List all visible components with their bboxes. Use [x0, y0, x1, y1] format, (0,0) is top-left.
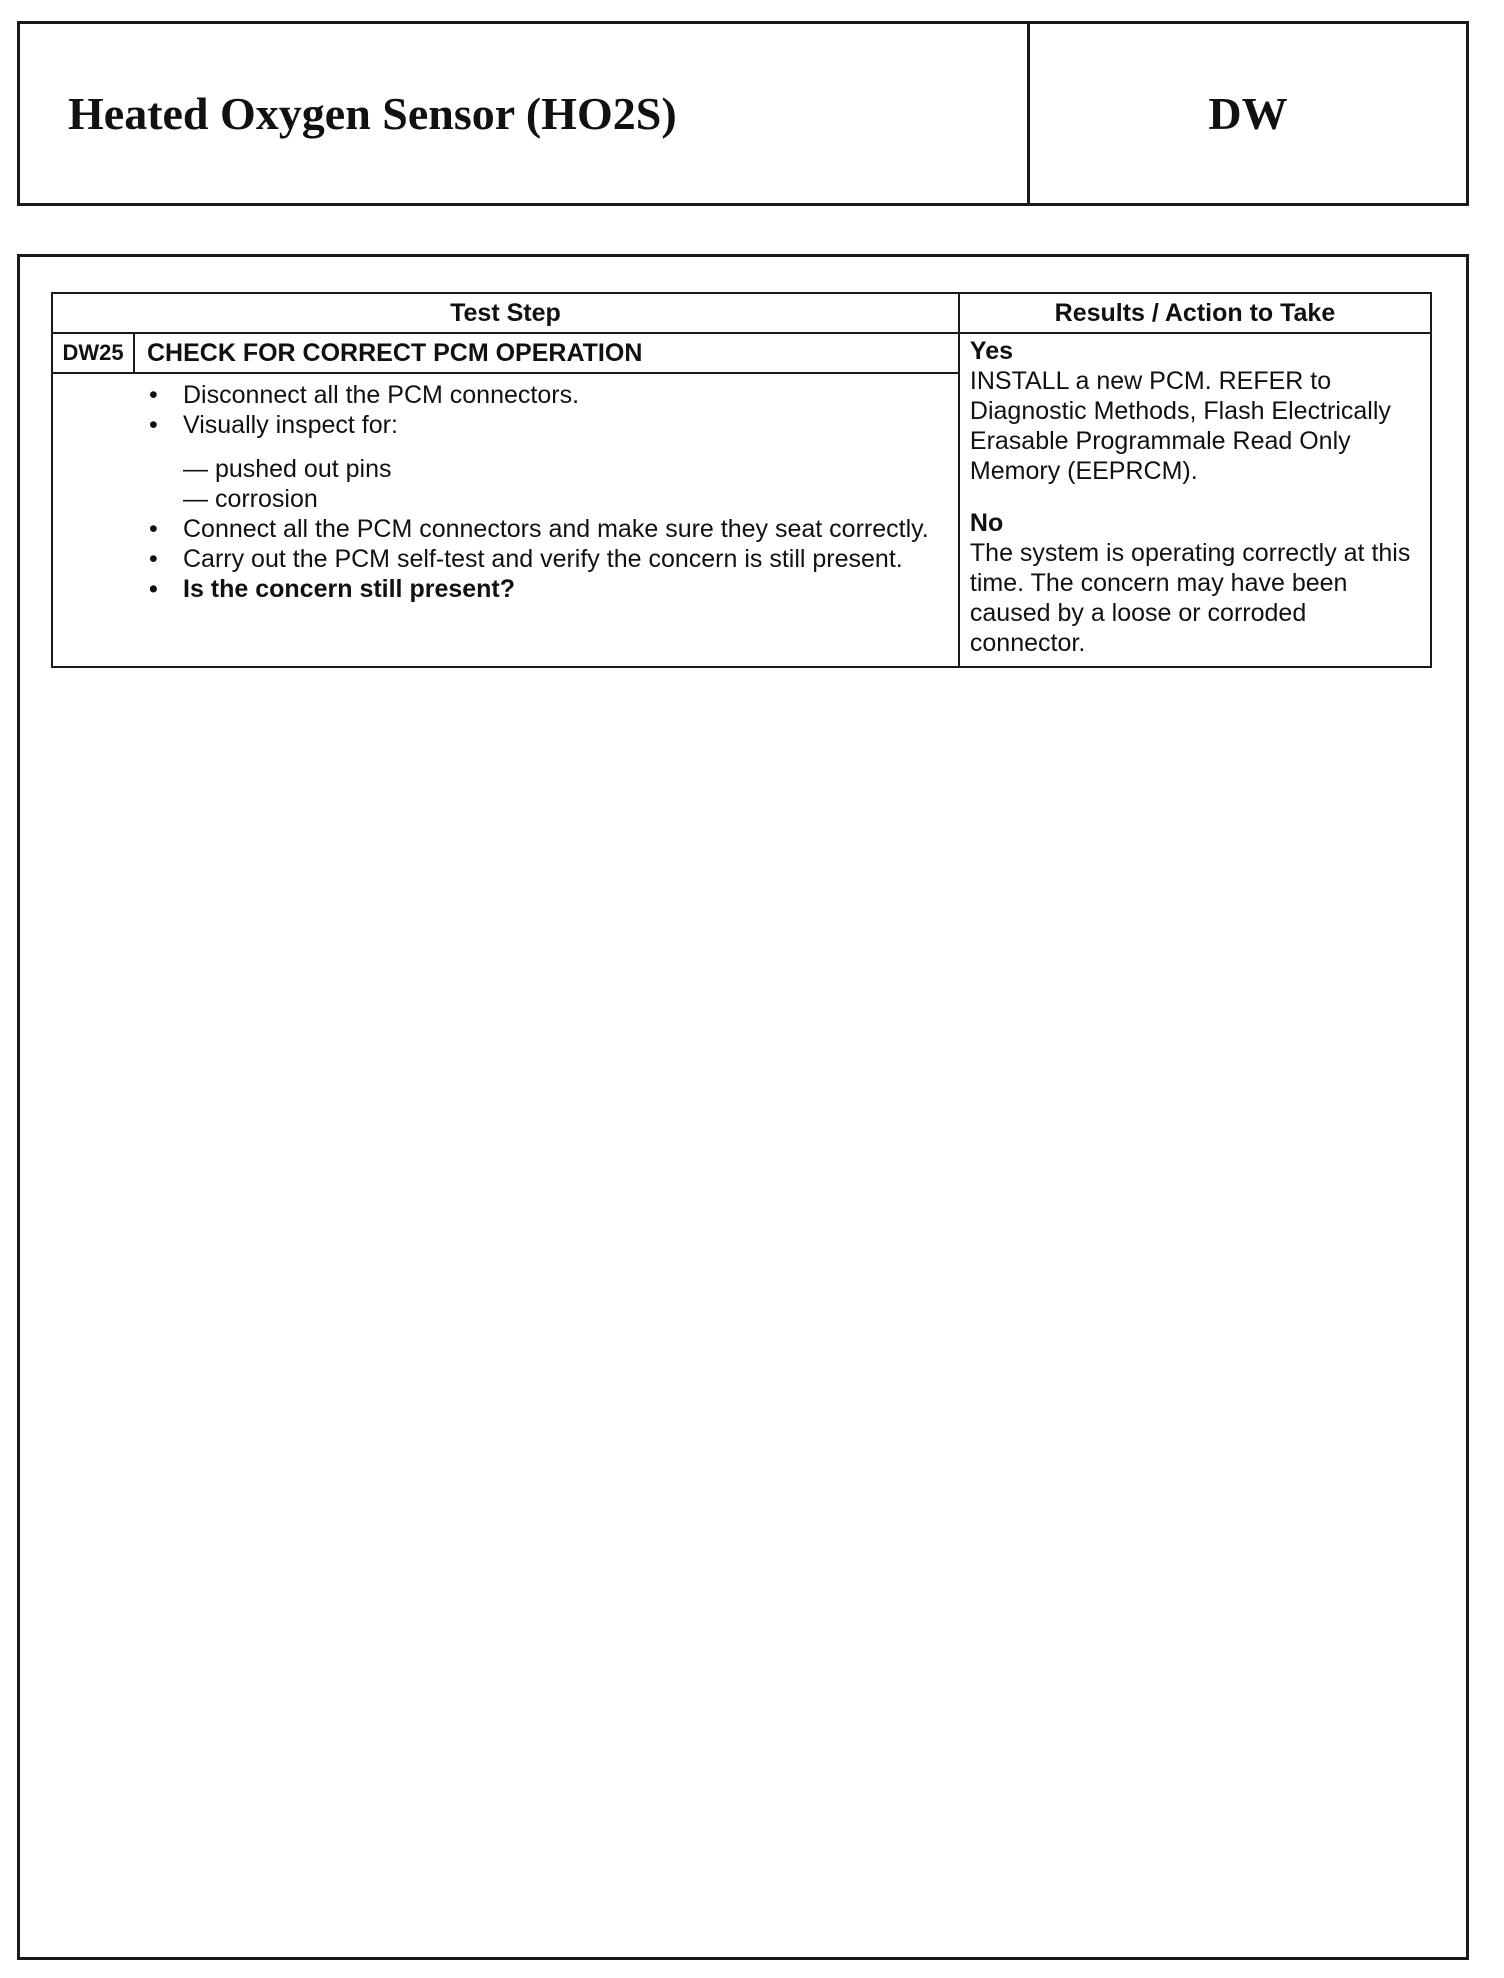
bullet-icon: • [149, 545, 158, 573]
yes-text: INSTALL a new PCM. REFER to Diagnostic Methods, Flash Electrically Erasable Programmale Read Only Memory (EEPRCM). [969, 367, 1391, 485]
no-label: No [969, 509, 1004, 537]
step-title: CHECK FOR CORRECT PCM OPERATION [147, 339, 643, 367]
action-text: Carry out the PCM self-test and verify the concern is still present. [183, 545, 903, 573]
inspect-list [183, 454, 958, 514]
results-content [960, 334, 1430, 666]
action-item [143, 410, 958, 514]
action-text: Connect all the PCM connectors and make sure they seat correctly. [183, 515, 929, 543]
page-header [17, 21, 1469, 206]
results-cell [959, 333, 1431, 667]
content-frame [17, 254, 1469, 1960]
table-header-row [52, 293, 1431, 333]
step-id: DW25 [53, 334, 135, 372]
question-text: Is the concern still present? [183, 575, 516, 603]
no-text: The system is operating correctly at this time. The concern may have been caused by a loose or corroded connector. [969, 539, 1411, 657]
table-row [52, 333, 1431, 667]
step-heading [53, 334, 958, 374]
action-item [143, 544, 958, 574]
action-text: Visually inspect for: [183, 411, 398, 439]
action-item [143, 380, 958, 410]
bullet-icon: • [149, 381, 158, 409]
action-list [53, 380, 958, 604]
inspect-item: — corrosion [183, 485, 318, 513]
inspect-item: — pushed out pins [183, 455, 392, 483]
page-title: Heated Oxygen Sensor (HO2S) [20, 24, 1030, 203]
test-step-cell [52, 333, 959, 667]
action-item [143, 514, 958, 544]
action-item-question [143, 574, 958, 604]
action-text: Disconnect all the PCM connectors. [183, 381, 580, 409]
yes-label: Yes [969, 337, 1014, 365]
bullet-icon: • [149, 575, 158, 603]
column-header-test-step: Test Step [52, 293, 959, 333]
result-no [970, 508, 1422, 658]
bullet-icon: • [149, 515, 158, 543]
test-step-table [51, 292, 1432, 668]
bullet-icon: • [149, 411, 158, 439]
section-code: DW [1208, 88, 1288, 139]
result-yes [970, 336, 1422, 486]
column-header-results: Results / Action to Take [959, 293, 1431, 333]
